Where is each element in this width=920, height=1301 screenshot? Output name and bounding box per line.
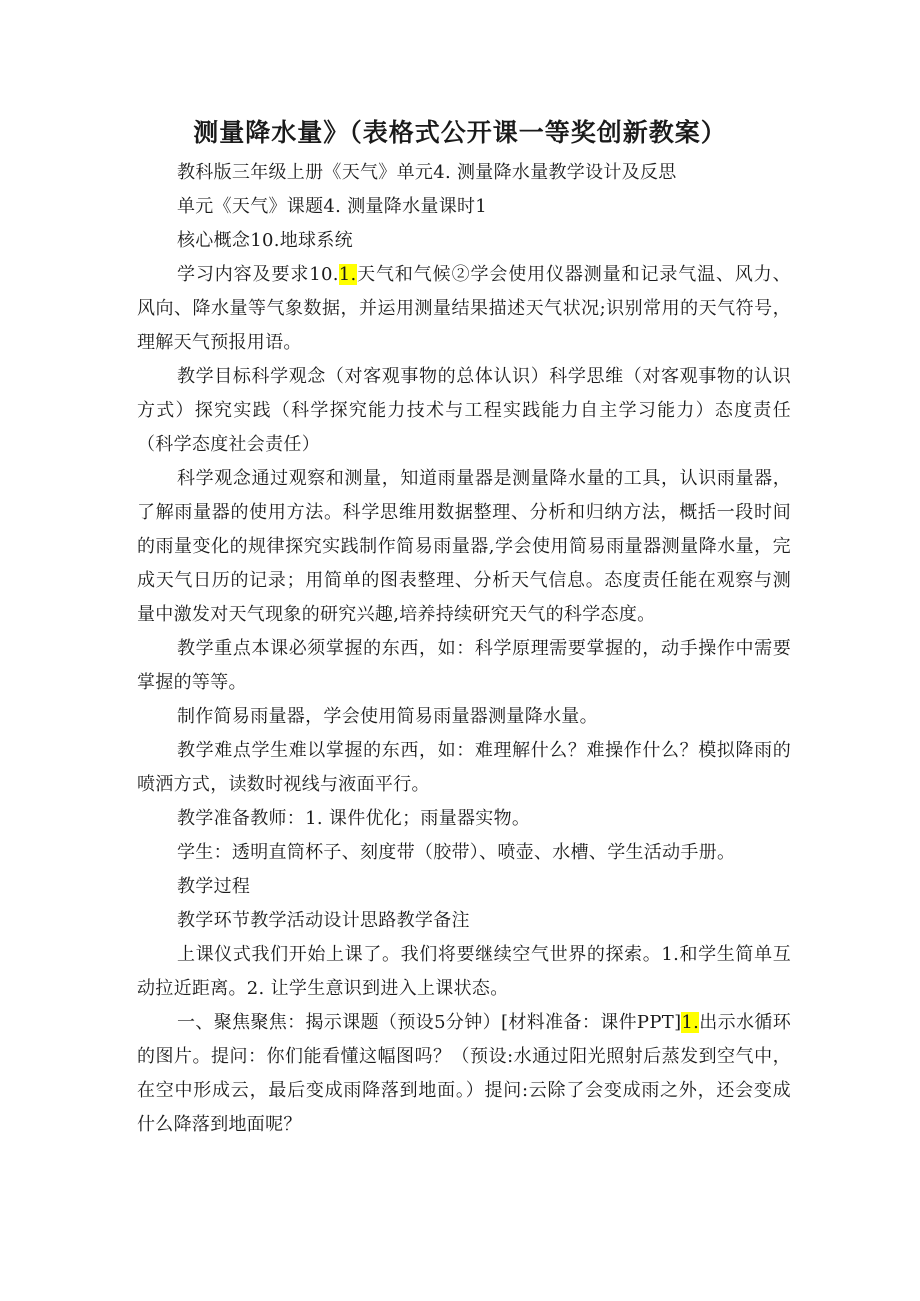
text-run: 学生：透明直筒杯子、刻度带（胶带）、喷壶、水槽、学生活动手册。 [177, 842, 736, 863]
highlighted-text: 1. [681, 1012, 700, 1033]
text-run: 核心概念10.地球系统 [177, 230, 353, 251]
text-run: 一、聚焦聚焦：揭示课题（预设5分钟）[材料准备：课件PPT] [177, 1012, 682, 1033]
paragraph [137, 156, 791, 190]
document-title: 测量降水量》（表格式公开课一等奖创新教案） [193, 118, 727, 147]
paragraph [137, 190, 791, 224]
document-body [137, 156, 791, 1142]
text-run: 教学难点学生难以掌握的东西，如：难理解什么？难操作什么？模拟降雨的喷洒方式，读数时视线与液面平行。 [137, 740, 791, 795]
paragraph [137, 224, 791, 258]
text-run: 制作简易雨量器，学会使用简易雨量器测量降水量。 [177, 706, 598, 727]
text-run: 教科版三年级上册《天气》单元4. 测量降水量教学设计及反思 [177, 162, 677, 183]
text-run: 出示水循环的图片。提问：你们能看懂这幅图吗？（预设:水通过阳光照射后蒸发到空气中，在空中形成云，最后变成雨降落到地面。）提问:云除了会变成雨之外，还会变成什么降落到地面呢？ [137, 1012, 791, 1135]
text-run: 教学目标科学观念（对客观事物的总体认识）科学思维（对客观事物的认识方式）探究实践（科学探究能力技术与工程实践能力自主学习能力）态度责任（科学态度社会责任） [137, 366, 791, 455]
paragraph [137, 904, 791, 938]
highlighted-text: 1. [338, 264, 357, 285]
paragraph [137, 802, 791, 836]
text-run: 教学环节教学活动设计思路教学备注 [177, 910, 470, 931]
paragraph [137, 462, 791, 632]
paragraph [137, 1006, 791, 1142]
paragraph [137, 836, 791, 870]
text-run: 教学重点本课必须掌握的东西，如：科学原理需要掌握的，动手操作中需要掌握的等等。 [137, 638, 791, 693]
text-run: 单元《天气》课题4. 测量降水量课时1 [177, 196, 488, 217]
paragraph [137, 938, 791, 1006]
text-run: 学习内容及要求10. [177, 264, 339, 285]
text-run: 上课仪式我们开始上课了。我们将要继续空气世界的探索。1.和学生简单互动拉近距离。2. 让学生意识到进入上课状态。 [137, 944, 791, 999]
text-run: 教学过程 [177, 876, 251, 897]
paragraph [137, 734, 791, 802]
text-run: 天气和气候②学会使用仪器测量和记录气温、风力、风向、降水量等气象数据，并运用测量结果描述天气状况;识别常用的天气符号，理解天气预报用语。 [137, 264, 791, 353]
paragraph [137, 632, 791, 700]
text-run: 教学准备教师：1. 课件优化；雨量器实物。 [177, 808, 531, 829]
paragraph [137, 700, 791, 734]
paragraph [137, 870, 791, 904]
text-run: 科学观念通过观察和测量，知道雨量器是测量降水量的工具，认识雨量器，了解雨量器的使用方法。科学思维用数据整理、分析和归纳方法，概括一段时间的雨量变化的规律探究实践制作简易雨量器,学会使用简易雨量器测量降水量，完成天气日历的记录；用简单的图表整理、分析天气信息。态度责任能在观察与测量中激发对天气现象的研究兴趣,培养持续研究天气的科学态度。 [137, 468, 791, 625]
paragraph [137, 360, 791, 462]
paragraph [137, 258, 791, 360]
